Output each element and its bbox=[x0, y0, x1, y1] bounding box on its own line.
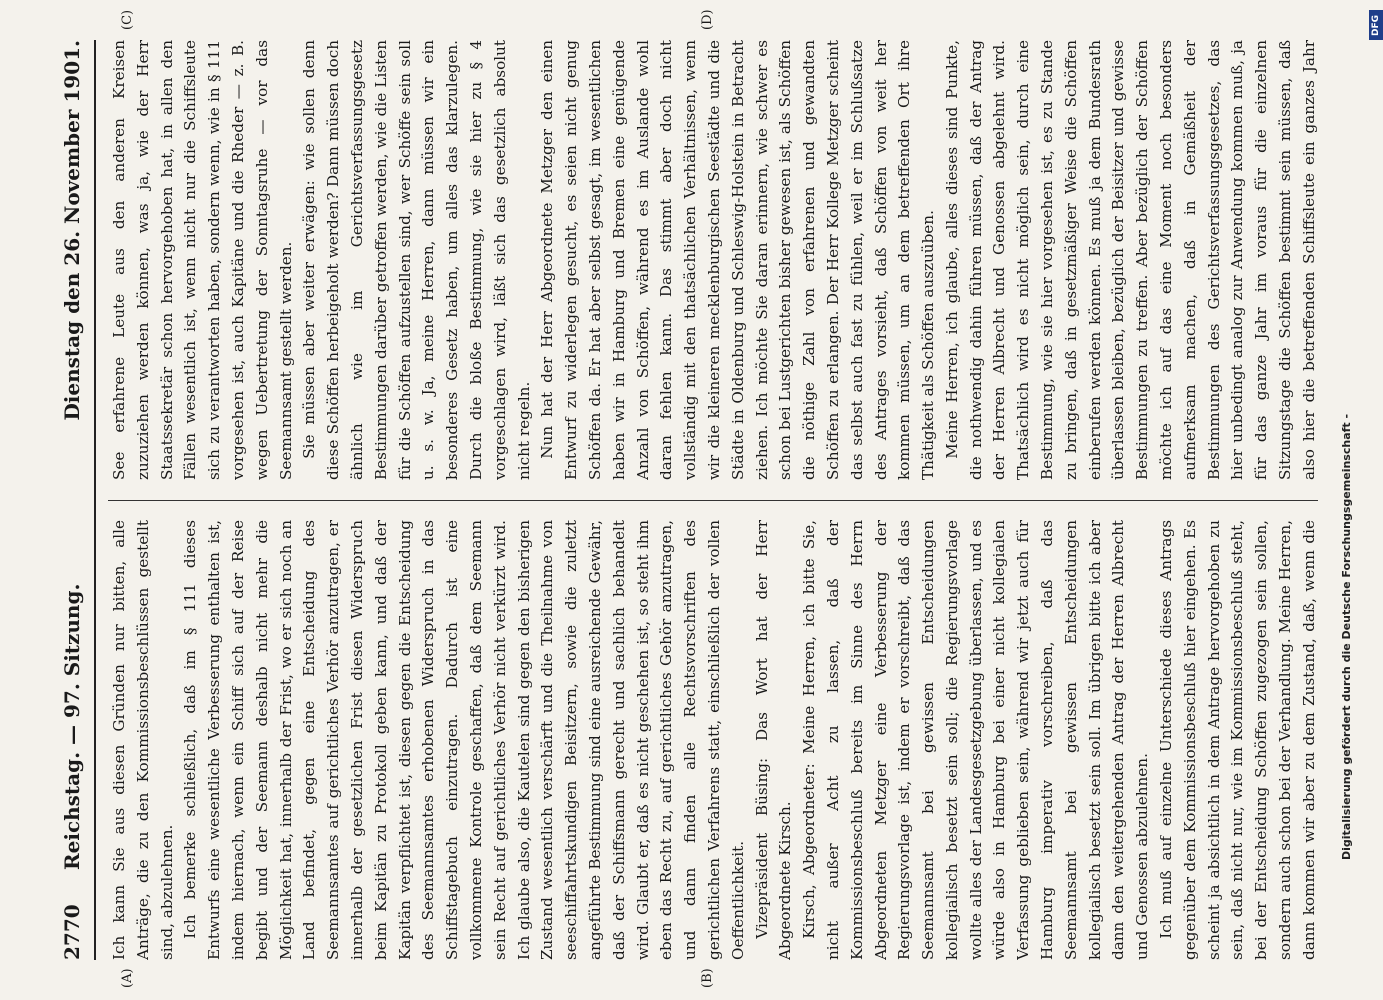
margin-mark-a: (A) bbox=[120, 968, 135, 988]
paragraph: Kirsch, Abgeordneter: Meine Herren, ich bitte Sie, nicht außer Acht zu lassen, daß der Kommissionsbeschluß bereits im Sinne des Herrn Abgeordneten Metzger eine Verbesserung der Regierungsvorlage ist, indem er vorschreibt, daß das Seemannsamt bei gewissen Entscheidungen kollegialisch besetzt sein soll; die Regierungsvorlage wollte alles der Landesgesetzgebung überlassen, und es würde also in Hamburg bei einer nicht kollegialen Verfassung geblieben sein, während wir jetzt auch für Hamburg imperativ vorschreiben, daß das Seemannsamt bei gewissen Entscheidungen kollegialisch besetzt sein soll. Im übrigen bitte ich aber dann den weitergehenden Antrag der Herren Albrecht und Genossen abzulehnen. bbox=[800, 520, 1152, 960]
paragraph: See erfahrene Leute aus den anderen Kreisen zuzuziehen werden können, was ja, wie der Herr Staatssekretär schon hervorgehoben hat, in allen den Fällen wesentlich ist, wenn nicht nur die Schiffsleute sich zu verantworten haben, sondern wenn, wie in § 111 vorgesehen ist, auch Kapitäne und die Rheder — z. B. wegen Uebertretung der Sonntagsruhe — vor das Seemannsamt gestellt werden. bbox=[110, 40, 295, 480]
stamp-text: Digitalisierung gefördert durch die Deutsche Forschungsgemeinschaft - bbox=[1340, 413, 1353, 860]
right-column bbox=[108, 40, 1318, 480]
running-header bbox=[50, 40, 98, 960]
margin-mark-d: (D) bbox=[700, 9, 715, 30]
page-number: 2770 bbox=[60, 904, 84, 960]
session-title: Reichstag. — 97. Sitzung. bbox=[60, 583, 84, 870]
header-rule bbox=[94, 40, 96, 960]
session-date: Dienstag den 26. November 1901. bbox=[60, 40, 84, 421]
paragraph: Meine Herren, ich glaube, alles dieses sind Punkte, die nothwendig dahin führen müssen, daß der Antrag der Herren Albrecht und Genossen abgelehnt wird. Thatsächlich wird es nicht möglich sein, durch eine Bestimmung, wie sie hier vorgesehen ist, es zu Stande zu bringen, daß in gesetzmäßiger Weise die Schöffen einberufen werden können. Es muß ja dem Bundesrath überlassen bleiben, bezüglich der Beisitzer und gewisse Bestimmungen zu treffen. Aber bezüglich der Schöffen möchte ich auf das eine Moment noch besonders aufmerksam machen, daß in Gemäßheit der Bestimmungen des Gerichtsverfassungsgesetzes, das hier unbedingt analog zur Anwendung kommen muß, ja für das ganze Jahr im voraus für die einzelnen Sitzungstage die Schöffen bestimmt sein müssen, daß also hier die betreffenden Schiffsleute ein ganzes Jahr bbox=[942, 40, 1318, 480]
paragraph: Ich bemerke schließlich, daß im § 111 dieses Entwurfs eine wesentliche Verbesserung enthalten ist, indem hiernach, wenn ein Schiff sich auf der Reise begibt und der Seemann deshalb nicht mehr die Möglichkeit hat, innerhalb der Frist, wo er sich noch an Land befindet, gegen eine Entscheidung des Seemannsamtes auf gerichtliches Verhör anzutragen, er innerhalb der gesetzlichen Frist diesen Widerspruch beim Kapitän zu Protokoll geben kann, und daß der Kapitän verpflichtet ist, diesen gegen die Entscheidung des Seemannsamtes erhobenen Widerspruch in das Schiffstagebuch einzutragen. Dadurch ist eine vollkommene Kontrole geschaffen, daß dem Seemann sein Recht auf gerichtliches Verhör nicht verkürzt wird. Ich glaube also, die Kautelen sind gegen den bisherigen Zustand wesentlich verschärft und die Theilnahme von seeschiffahrtskundigen Beisitzern, sowie die zuletzt angeführte Bestimmung sind eine ausreichende Gewähr, daß der Schiffsmann gerecht und sachlich behandelt wird. Glaubt er, daß es nicht geschehen ist, so steht ihm eben das Recht zu, auf gerichtliches Gehör anzutragen, und dann finden alle Rechtsvorschriften des gerichtlichen Verfahrens statt, einschließlich der vollen Oeffentlichkeit. bbox=[181, 520, 747, 960]
paragraph: Ich muß auf einzelne Unterschiede dieses Antrags gegenüber dem Kommissionsbeschluß hier eingehen. Es scheint ja absichtlich in dem Antrage hervorgehoben zu sein, daß nicht nur, wie im Kommissionsbeschluß steht, bei der Entscheidung Schöffen zugezogen sein sollen, sondern auch schon bei der Verhandlung. Meine Herren, dann kommen wir aber zu dem Zustand, daß, wenn die bbox=[1157, 520, 1318, 960]
paragraph: Nun hat der Herr Abgeordnete Metzger den einen Entwurf zu widerlegen gesucht, es seien nicht genug Schöffen da. Er hat aber selbst gesagt, im wesentlichen haben wir in Hamburg und Bremen eine genügende Anzahl von Schöffen, während es im Auslande wohl daran fehlen kann. Das stimmt aber doch nicht vollständig mit den thatsächlichen Verhältnissen, wenn wir die kleineren mecklenburgischen Seestädte und die Städte in Oldenburg und Schleswig-Holstein in Betracht ziehen. Ich möchte Sie daran erinnern, wie schwer es schon bei Lustgerichten bisher gewesen ist, als Schöffen die nöthige Zahl von erfahrenen und gewandten Schöffen zu erlangen. Der Herr Kollege Metzger scheint das selbst auch fast zu fühlen, weil er im Schlußsatze des Antrages vorsieht, daß Schöffen von weit her kommen müssen, um an dem betreffenden Ort ihre Thätigkeit als Schöffen auszuüben. bbox=[538, 40, 938, 480]
paragraph: Sie müssen aber weiter erwägen: wie sollen denn diese Schöffen herbeigeholt werden? Dann müssen doch ähnlich wie im Gerichtsverfassungsgesetz Bestimmungen darüber getroffen werden, wie die Listen für die Schöffen aufzustellen sind, wer Schöffe sein soll u. s. w. Ja, meine Herren, dann müssen wir ein besonderes Gesetz haben, um alles das klarzulegen. Durch die bloße Bestimmung, wie sie hier zu § 4 vorgeschlagen wird, läßt sich das gesetzlich absolut nicht regeln. bbox=[300, 40, 533, 480]
dfg-logo: DFG bbox=[1369, 10, 1383, 40]
column-rule bbox=[108, 500, 1318, 501]
digitization-stamp bbox=[1340, 0, 1380, 1000]
paragraph: Vizepräsident Büsing: Das Wort hat der Herr Abgeordnete Kirsch. bbox=[752, 520, 795, 960]
margin-mark-c: (C) bbox=[120, 9, 135, 30]
margin-mark-b: (B) bbox=[700, 968, 715, 988]
paragraph: Ich kann Sie aus diesen Gründen nur bitten, alle Anträge, die zu den Kommissionsbeschlüssen gestellt sind, abzulehnen. bbox=[110, 520, 176, 960]
left-column bbox=[108, 520, 1318, 960]
page-body bbox=[50, 9, 1330, 988]
